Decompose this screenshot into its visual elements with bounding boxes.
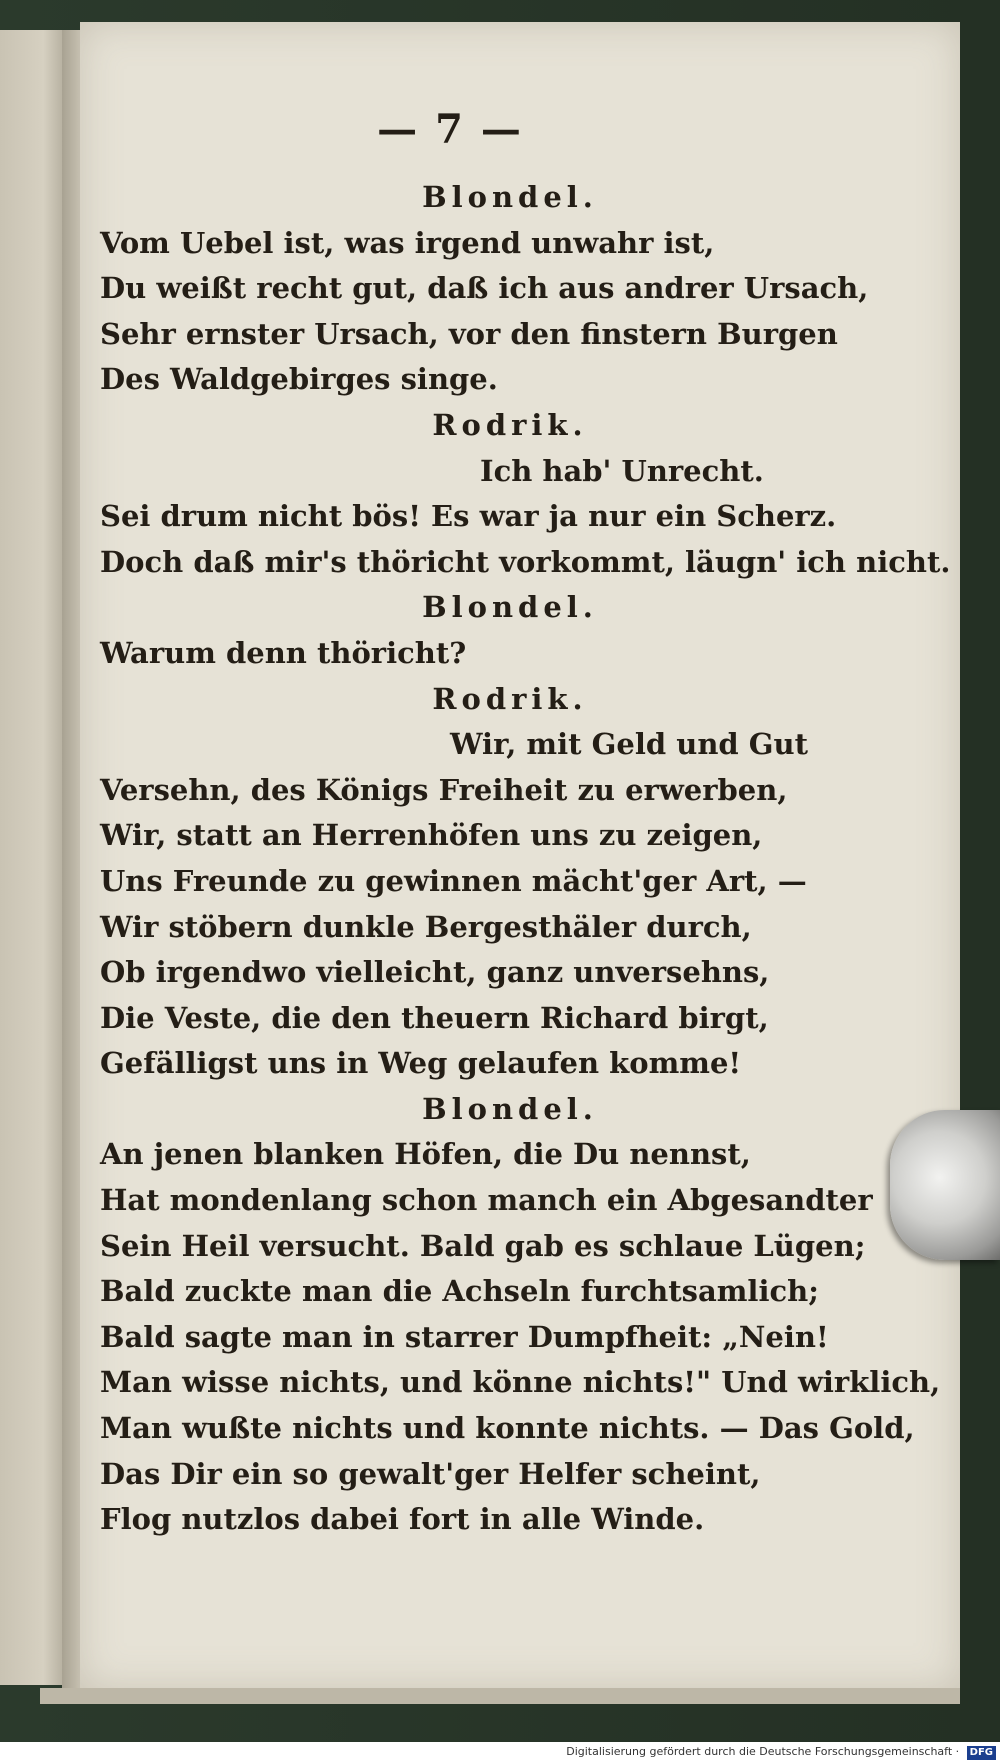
- footer-text: Digitalisierung gefördert durch die Deutsche Forschungsgemeinschaft ·: [566, 1745, 960, 1758]
- page-number: — 7 —: [377, 106, 523, 153]
- page-stack-edge: [40, 1688, 960, 1704]
- dfg-logo: DFG: [967, 1746, 996, 1760]
- facing-page-edge: [0, 30, 64, 1685]
- verse-line: Wir stöbern dunkle Bergesthäler durch,: [100, 909, 752, 944]
- page-clip: [890, 1110, 1000, 1260]
- verse-line: Wir, statt an Herrenhöfen uns zu zeigen,: [100, 818, 763, 853]
- verse-line: Man wußte nichts und konnte nichts. — Das Gold,: [100, 1411, 915, 1446]
- verse-line: Bald sagte man in starrer Dumpfheit: „Nein!: [100, 1319, 829, 1354]
- verse-line: Bald zuckte man die Achseln furchtsamlich;: [100, 1274, 819, 1309]
- verse-line: Sehr ernster Ursach, vor den finstern Burgen: [100, 316, 838, 351]
- verse-line: Hat mondenlang schon manch ein Abgesandter: [100, 1183, 873, 1218]
- verse-line: Doch daß mir's thöricht vorkommt, läugn' ich nicht.: [100, 544, 951, 579]
- verse-line: Vom Uebel ist, was irgend unwahr ist,: [100, 225, 715, 260]
- speaker-name: Blondel.: [422, 1091, 598, 1126]
- verse-line: Wir, mit Geld und Gut: [450, 727, 809, 762]
- verse-line: Das Dir ein so gewalt'ger Helfer scheint,: [100, 1456, 761, 1491]
- page-content: [100, 95, 951, 1543]
- funding-footer: [0, 1742, 1000, 1762]
- verse-line: Sein Heil versucht. Bald gab es schlaue Lügen;: [100, 1228, 866, 1263]
- verse-line: Ob irgendwo vielleicht, ganz unversehns,: [100, 955, 770, 990]
- verse-line: Gefälligst uns in Weg gelaufen komme!: [100, 1046, 742, 1081]
- verse-line: Ich hab' Unrecht.: [480, 453, 764, 488]
- speaker-name: Rodrik.: [432, 681, 588, 716]
- verse-line: Man wisse nichts, und könne nichts!" Und wirklich,: [100, 1365, 941, 1400]
- verse-line: An jenen blanken Höfen, die Du nennst,: [100, 1137, 751, 1172]
- verse-line: Sei drum nicht bös! Es war ja nur ein Scherz.: [100, 499, 837, 534]
- verse-line: Die Veste, die den theuern Richard birgt,: [100, 1000, 769, 1035]
- verse-text: [100, 175, 951, 1543]
- speaker-name: Rodrik.: [432, 407, 588, 442]
- verse-line: Des Waldgebirges singe.: [100, 362, 498, 397]
- verse-line: Uns Freunde zu gewinnen mächt'ger Art, —: [100, 863, 807, 898]
- verse-line: Du weißt recht gut, daß ich aus andrer Ursach,: [100, 271, 869, 306]
- verse-line: Versehn, des Königs Freiheit zu erwerben,: [100, 772, 788, 807]
- speaker-name: Blondel.: [422, 590, 598, 625]
- verse-line: Warum denn thöricht?: [100, 635, 467, 670]
- verse-line: Flog nutzlos dabei fort in alle Winde.: [100, 1502, 705, 1537]
- speaker-name: Blondel.: [422, 180, 598, 214]
